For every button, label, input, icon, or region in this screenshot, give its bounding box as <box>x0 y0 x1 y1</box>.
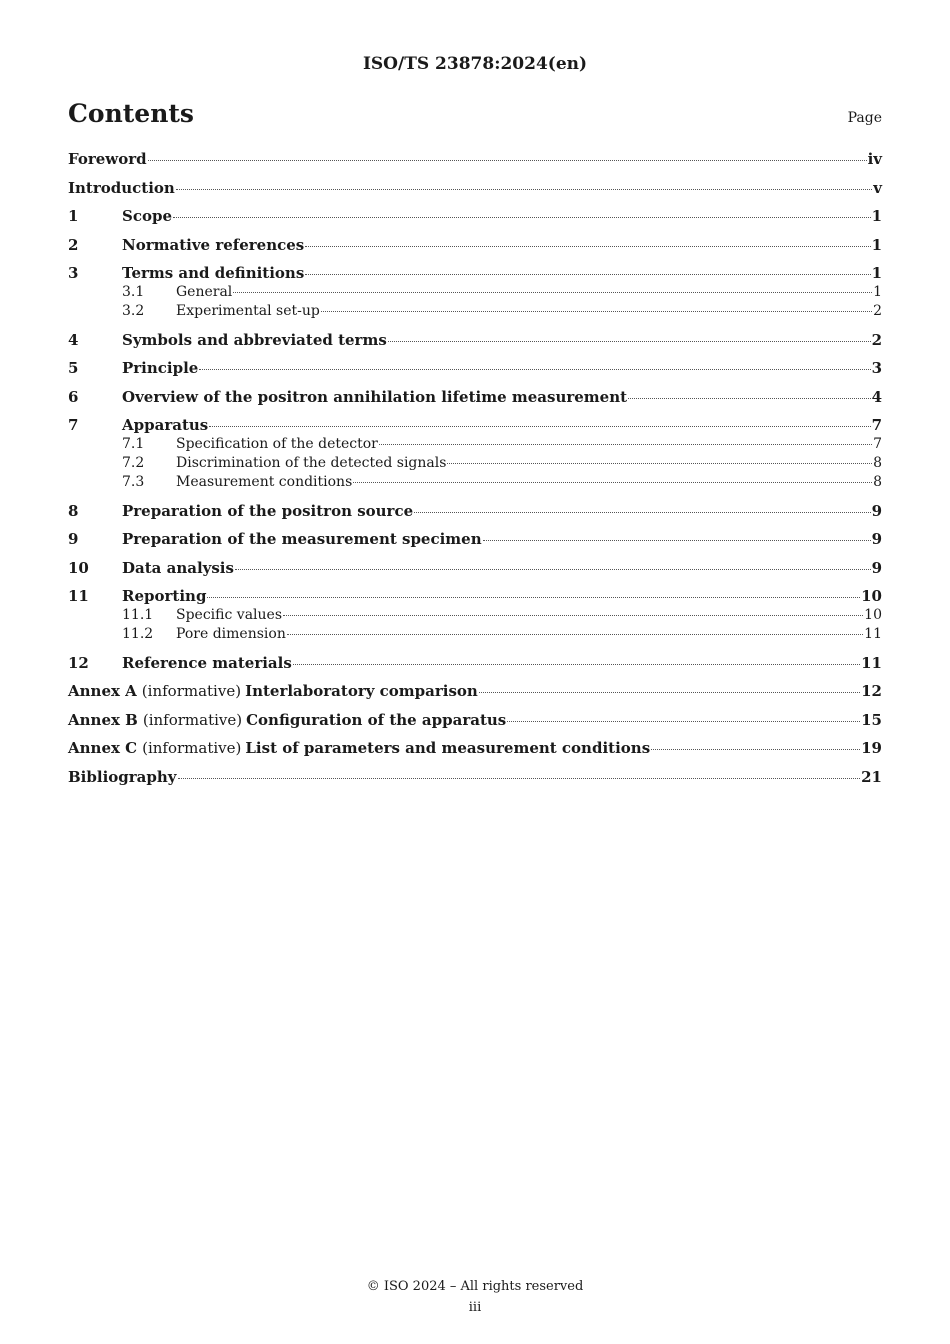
table-of-contents <box>68 150 882 787</box>
toc-subentry-detector-specification[interactable]: 7.1 Specification of the detector 7 <box>122 436 882 452</box>
toc-entry-bibliography[interactable]: Bibliography 21 <box>68 767 882 786</box>
toc-subentry-measurement-conditions[interactable]: 7.3 Measurement conditions 8 <box>122 474 882 490</box>
toc-entry-annex-a[interactable]: Annex A (informative) Interlaboratory comparison 12 <box>68 682 882 700</box>
contents-heading: Contents <box>68 99 195 128</box>
dot-leader <box>148 160 867 161</box>
dot-leader <box>283 615 863 616</box>
dot-leader <box>353 482 872 483</box>
dot-leader <box>379 444 872 445</box>
toc-subentry-pore-dimension[interactable]: 11.2 Pore dimension 11 <box>122 626 882 642</box>
dot-leader <box>207 597 860 598</box>
dot-leader <box>321 311 872 312</box>
dot-leader <box>507 721 860 722</box>
toc-entry-principle[interactable]: 5 Principle 3 <box>68 359 882 377</box>
dot-leader <box>176 189 872 190</box>
toc-entry-measurement-specimen[interactable]: 9 Preparation of the measurement specimen 9 <box>68 530 882 548</box>
toc-entry-introduction[interactable]: Introduction v <box>68 178 882 197</box>
toc-entry-reference-materials[interactable]: 12 Reference materials 11 <box>68 653 882 672</box>
dot-leader <box>235 569 871 570</box>
dot-leader <box>414 512 870 513</box>
toc-entry-apparatus[interactable]: 7 Apparatus 7 <box>68 416 882 434</box>
dot-leader <box>199 369 870 370</box>
toc-entry-data-analysis[interactable]: 10 Data analysis 9 <box>68 558 882 577</box>
dot-leader <box>628 398 871 399</box>
toc-entry-annex-b[interactable]: Annex B (informative) Configuration of the apparatus 15 <box>68 710 882 729</box>
toc-entry-symbols[interactable]: 4 Symbols and abbreviated terms 2 <box>68 330 882 349</box>
toc-entry-terms-and-definitions[interactable]: 3 Terms and definitions 1 <box>68 264 882 282</box>
dot-leader <box>483 540 871 541</box>
toc-entry-foreword[interactable]: Foreword iv <box>68 150 882 168</box>
dot-leader <box>209 426 870 427</box>
dot-leader <box>287 634 863 635</box>
dot-leader <box>479 692 860 693</box>
toc-entry-scope[interactable]: 1 Scope 1 <box>68 207 882 225</box>
toc-entry-positron-source[interactable]: 8 Preparation of the positron source 9 <box>68 501 882 520</box>
dot-leader <box>173 217 871 218</box>
toc-subentry-experimental-set-up[interactable]: 3.2 Experimental set-up 2 <box>122 303 882 319</box>
toc-subentry-specific-values[interactable]: 11.1 Specific values 10 <box>122 607 882 623</box>
page-footer <box>0 1276 950 1318</box>
dot-leader <box>388 341 871 342</box>
toc-subentry-signal-discrimination[interactable]: 7.2 Discrimination of the detected signals 8 <box>122 455 882 471</box>
dot-leader <box>447 463 872 464</box>
dot-leader <box>233 292 872 293</box>
dot-leader <box>305 246 870 247</box>
dot-leader <box>305 274 870 275</box>
page-column-label: Page <box>847 110 882 126</box>
dot-leader <box>293 664 860 665</box>
toc-entry-normative-references[interactable]: 2 Normative references 1 <box>68 235 882 254</box>
page-number: iii <box>468 1300 482 1315</box>
toc-entry-overview[interactable]: 6 Overview of the positron annihilation lifetime measurement 4 <box>68 387 882 406</box>
toc-entry-reporting[interactable]: 11 Reporting 10 <box>68 587 882 605</box>
dot-leader <box>651 749 860 750</box>
dot-leader <box>178 778 861 779</box>
document-id: ISO/TS 23878:2024(en) <box>362 54 588 74</box>
copyright-notice: © ISO 2024 – All rights reserved <box>366 1279 584 1294</box>
toc-subentry-general[interactable]: 3.1 General 1 <box>122 284 882 300</box>
toc-entry-annex-c[interactable]: Annex C (informative) List of parameters and measurement conditions 19 <box>68 739 882 757</box>
